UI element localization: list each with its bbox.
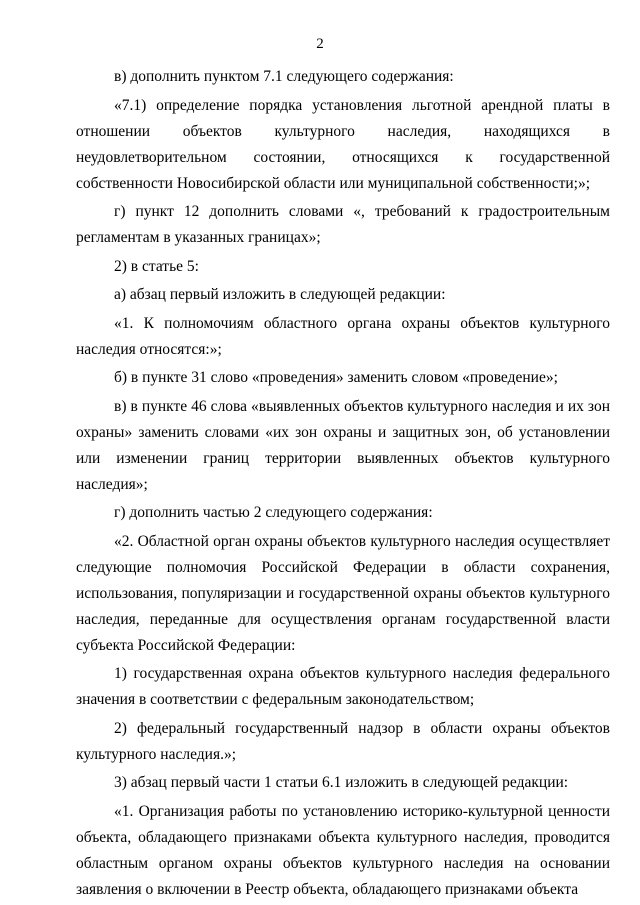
paragraph: а) абзац первый изложить в следующей редакции: <box>114 286 446 303</box>
document-body <box>76 64 610 905</box>
paragraph: г) дополнить частью 2 следующего содержания: <box>114 504 433 521</box>
paragraph: в) дополнить пунктом 7.1 следующего содержания: <box>114 68 454 85</box>
page-number: 2 <box>316 36 324 52</box>
paragraph: г) пункт 12 дополнить словами «, требований к градостроительным регламентам в указанных границах»; <box>76 203 610 246</box>
paragraph: «2. Областной орган охраны объектов культурного наследия осуществляет следующие полномочия Российской Федерации в области сохранения, использования, популяризации и государственной охраны объектов культурного наследия, переданные для осуществления органам государственной власти субъекта Российской Федерации: <box>76 532 610 654</box>
paragraph: 2) федеральный государственный надзор в области охраны объектов культурного наследия.»; <box>76 719 610 763</box>
paragraph: 3) абзац первый части 1 статьи 6.1 изложить в следующей редакции: <box>114 774 569 791</box>
paragraph: «1. Организация работы по установлению историко-культурной ценности объекта, обладающего признаками объекта культурного наследия, проводится областным органом охраны объектов культурного наследия на основании заявления о включении в Реестр объекта, обладающего признаками объекта <box>76 802 610 898</box>
paragraph: «1. К полномочиям областного органа охраны объектов культурного наследия относятся:»; <box>76 314 610 358</box>
paragraph: 1) государственная охрана объектов культурного наследия федерального значения в соответствии с федеральным законодательством; <box>76 665 610 708</box>
paragraph: б) в пункте 31 слово «проведения» заменить словом «проведение»; <box>114 369 558 386</box>
paragraph: в) в пункте 46 слова «выявленных объектов культурного наследия и их зон охраны» заменить словами «их зон охраны и защитных зон, об установлении или изменении границ территории выявленных объектов культурного наследия»; <box>76 397 610 493</box>
paragraph: 2) в статье 5: <box>114 257 199 275</box>
paragraph: «7.1) определение порядка установления льготной арендной платы в отношении объектов культурного наследия, находящихся в неудовлетворительном состоянии, относящихся к государственной собственности Новосибирской области или муниципальной собственности;»; <box>76 96 610 192</box>
